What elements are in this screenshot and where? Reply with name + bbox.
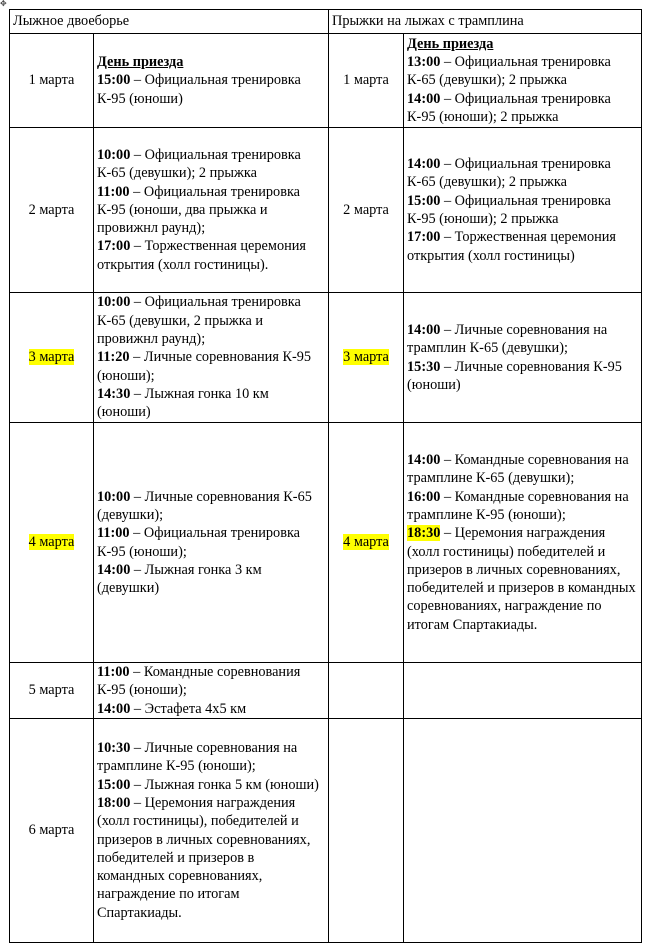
event-description: – Лыжная гонка 10 км (юноши) bbox=[97, 385, 269, 421]
right-date: 2 марта bbox=[343, 201, 389, 218]
event-description: – Официальная тренировка К-65 (девушки, 2 прыжка и провижнл раунд); bbox=[97, 294, 301, 348]
table-row bbox=[10, 293, 642, 423]
event-description: – Личные соревнования К-95 (юноши) bbox=[407, 358, 622, 393]
table-move-handle-icon[interactable]: ✥ bbox=[0, 0, 7, 8]
event-entry bbox=[407, 228, 638, 265]
event-time: 11:00 bbox=[97, 664, 130, 681]
event-time: 15:00 bbox=[97, 776, 131, 793]
event-entry bbox=[97, 183, 325, 238]
right-date-cell bbox=[329, 423, 404, 663]
event-time: 15:00 bbox=[407, 192, 441, 209]
event-description: – Лыжная гонка 5 км (юноши) bbox=[130, 776, 319, 793]
event-entry bbox=[97, 700, 325, 718]
event-entry bbox=[407, 358, 638, 395]
left-events-cell bbox=[94, 423, 329, 663]
table-row bbox=[10, 423, 642, 663]
right-date: 4 марта bbox=[343, 534, 389, 551]
right-events-cell bbox=[404, 423, 642, 663]
event-time: 18:30 bbox=[407, 525, 441, 542]
event-time: 11:00 bbox=[97, 525, 130, 542]
right-date-cell bbox=[329, 719, 404, 943]
event-entry bbox=[407, 451, 638, 488]
header-row bbox=[10, 10, 642, 34]
event-description: – Официальная тренировка К-65 (девушки); 2 прыжка bbox=[407, 54, 611, 89]
right-events-cell bbox=[404, 293, 642, 423]
event-entry bbox=[97, 663, 325, 700]
right-events-cell bbox=[404, 34, 642, 128]
left-events-cell bbox=[94, 128, 329, 293]
event-description: – Командные соревнования К-95 (юноши); bbox=[97, 664, 301, 699]
event-description: – Личные соревнования К-95 (юноши); bbox=[97, 349, 312, 384]
event-time: 16:00 bbox=[407, 488, 441, 505]
event-description: – Личные соревнования на трамплине К-95 (юноши); bbox=[97, 740, 298, 775]
event-entry bbox=[407, 192, 638, 229]
left-date-cell bbox=[10, 423, 94, 663]
event-entry bbox=[97, 71, 325, 108]
left-date-cell bbox=[10, 293, 94, 423]
event-description: – Личные соревнования К-65 (девушки); bbox=[97, 488, 312, 523]
event-entry bbox=[97, 385, 325, 422]
right-date-cell bbox=[329, 34, 404, 128]
event-entry bbox=[97, 293, 325, 348]
left-events-cell bbox=[94, 663, 329, 719]
event-time: 11:00 bbox=[97, 183, 130, 200]
event-time: 14:00 bbox=[407, 90, 441, 107]
event-entry bbox=[97, 488, 325, 525]
table-row bbox=[10, 719, 642, 943]
event-time: 14:30 bbox=[97, 385, 131, 402]
header-ski-jumping: Прыжки на лыжах с трамплина bbox=[329, 10, 642, 34]
event-time: 14:00 bbox=[407, 156, 441, 173]
event-entry bbox=[407, 321, 638, 358]
arrival-day-label: День приезда bbox=[97, 54, 184, 71]
event-entry bbox=[407, 488, 638, 525]
event-time: 10:30 bbox=[97, 740, 131, 757]
right-events-cell bbox=[404, 663, 642, 719]
left-date-cell bbox=[10, 128, 94, 293]
left-events-cell bbox=[94, 719, 329, 943]
event-description: – Торжественная церемония открытия (холл гостиницы). bbox=[97, 238, 306, 273]
table-row bbox=[10, 663, 642, 719]
event-entry bbox=[97, 237, 325, 274]
arrival-day-label: День приезда bbox=[407, 35, 494, 52]
left-date: 5 марта bbox=[28, 682, 75, 699]
right-events-cell bbox=[404, 128, 642, 293]
event-description: – Личные соревнования на трамплин К-65 (девушки); bbox=[407, 321, 608, 357]
event-time: 14:00 bbox=[407, 452, 441, 469]
event-entry bbox=[97, 524, 325, 561]
event-time: 10:00 bbox=[97, 294, 131, 311]
event-entry bbox=[97, 794, 325, 922]
event-time: 15:00 bbox=[97, 72, 131, 89]
event-time: 15:30 bbox=[407, 358, 441, 375]
event-description: – Официальная тренировка К-95 (юноши); bbox=[97, 525, 301, 560]
event-description: – Командные соревнования на трамплине К-65 (девушки); bbox=[407, 452, 629, 487]
event-entry bbox=[97, 776, 325, 794]
left-date: 6 марта bbox=[28, 822, 75, 839]
left-date-cell bbox=[10, 34, 94, 128]
event-description: – Лыжная гонка 3 км (девушки) bbox=[97, 561, 262, 597]
header-nordic-combined: Лыжное двоеборье bbox=[10, 10, 329, 34]
event-description: – Церемония награждения (холл гостиницы) победителей и призеров в личных соревнованиях, победителей и призеров в командных соревнованиях, награждение по итогам Спартакиады. bbox=[407, 525, 636, 633]
event-entry bbox=[407, 155, 638, 192]
left-date-cell bbox=[10, 719, 94, 943]
right-date-cell bbox=[329, 293, 404, 423]
event-description: – Официальная тренировка К-95 (юноши, два прыжка и провижнл раунд); bbox=[97, 183, 301, 237]
right-date: 3 марта bbox=[343, 349, 389, 366]
event-time: 10:00 bbox=[97, 146, 131, 163]
event-time: 17:00 bbox=[97, 238, 131, 255]
event-entry bbox=[97, 739, 325, 776]
event-time: 11:20 bbox=[97, 349, 130, 366]
event-time: 14:00 bbox=[407, 321, 441, 338]
event-time: 14:00 bbox=[97, 561, 131, 578]
left-events-cell bbox=[94, 293, 329, 423]
left-date: 2 марта bbox=[28, 201, 75, 218]
event-time: 17:00 bbox=[407, 229, 441, 246]
event-description: – Церемония награждения (холл гостиницы), победителей и призеров в личных соревнованиях, победителей и призеров в командных соревнованиях, награждение по итогам Спартакиады. bbox=[97, 794, 311, 921]
event-entry bbox=[407, 524, 638, 634]
event-entry bbox=[407, 90, 638, 127]
right-date: 1 марта bbox=[343, 72, 389, 89]
left-date: 3 марта bbox=[28, 349, 75, 366]
right-date-cell bbox=[329, 128, 404, 293]
event-time: 14:00 bbox=[97, 700, 131, 717]
event-description: – Официальная тренировка К-95 (юноши); 2 прыжка bbox=[407, 192, 611, 227]
left-date-cell bbox=[10, 663, 94, 719]
schedule-table bbox=[9, 9, 642, 943]
event-entry bbox=[97, 146, 325, 183]
event-entry bbox=[407, 53, 638, 90]
table-row bbox=[10, 128, 642, 293]
event-description: – Эстафета 4х5 км bbox=[130, 700, 247, 717]
left-date: 4 марта bbox=[28, 534, 75, 551]
event-description: – Командные соревнования на трамплине К-95 (юноши); bbox=[407, 488, 629, 523]
event-time: 10:00 bbox=[97, 488, 131, 505]
event-entry bbox=[97, 561, 325, 598]
event-description: – Официальная тренировка К-65 (девушки); 2 прыжка bbox=[97, 146, 301, 182]
right-date-cell bbox=[329, 663, 404, 719]
event-description: – Официальная тренировка К-95 (юноши) bbox=[97, 72, 301, 107]
event-time: 13:00 bbox=[407, 54, 441, 71]
left-date: 1 марта bbox=[28, 72, 75, 89]
right-events-cell bbox=[404, 719, 642, 943]
event-entry bbox=[97, 348, 325, 385]
event-description: – Торжественная церемония открытия (холл гостиницы) bbox=[407, 229, 616, 264]
table-row bbox=[10, 34, 642, 128]
event-description: – Официальная тренировка К-65 (девушки); 2 прыжка bbox=[407, 156, 611, 191]
event-time: 18:00 bbox=[97, 794, 131, 811]
left-events-cell bbox=[94, 34, 329, 128]
event-description: – Официальная тренировка К-95 (юноши); 2 прыжка bbox=[407, 90, 611, 125]
